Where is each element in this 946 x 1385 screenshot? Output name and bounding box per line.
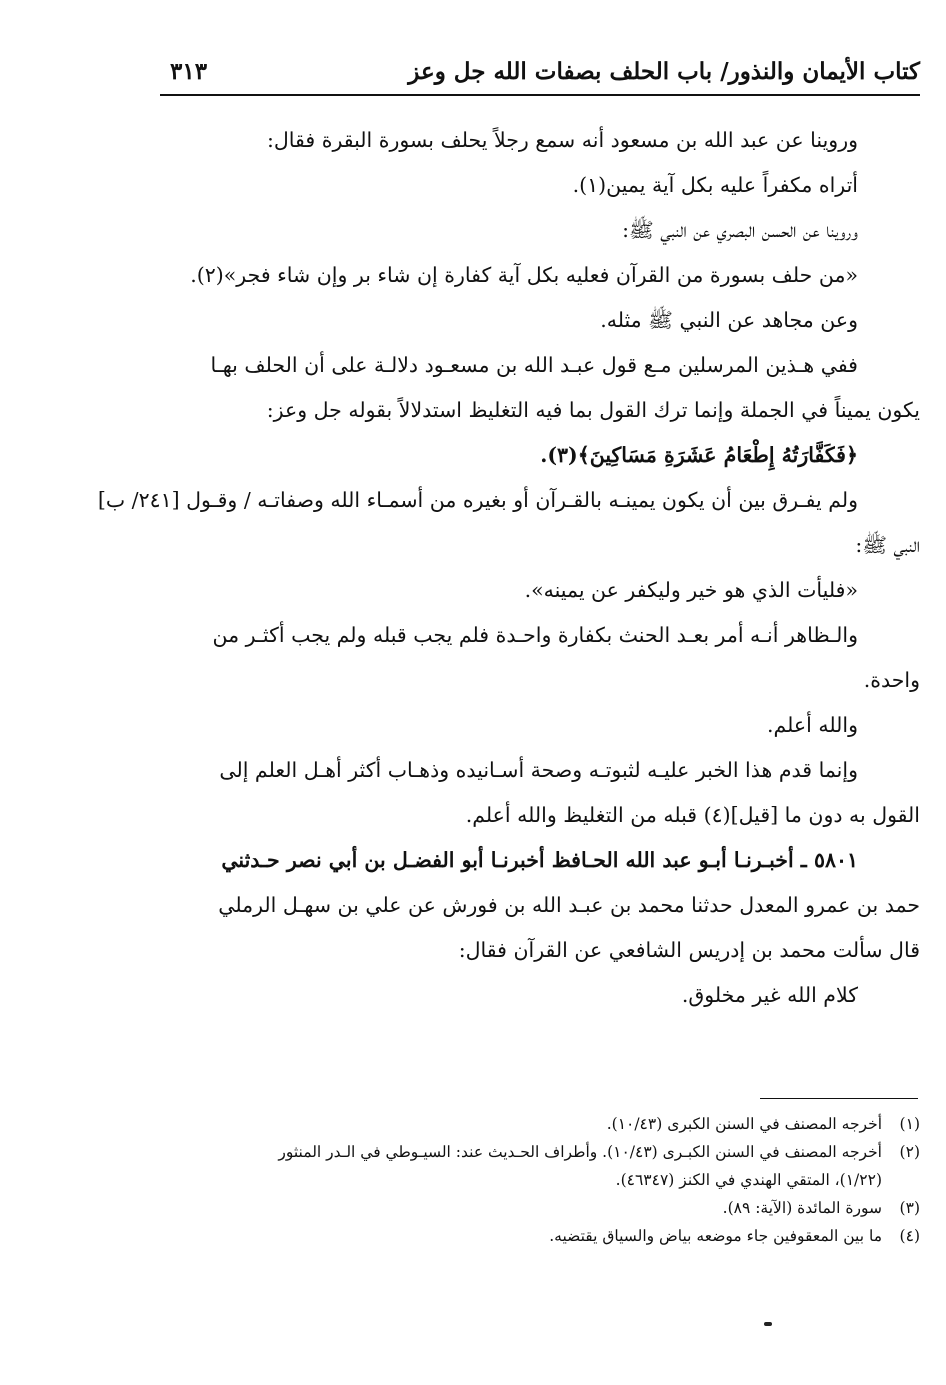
- text-line: النبي ﷺ:: [855, 533, 920, 557]
- text-line: وروينا عن عبد الله بن مسعود أنه سمع رجلاً يحلف بسورة البقرة فقال:: [266, 128, 858, 152]
- footnotes: [150, 1110, 920, 1250]
- text-line: ففي هـذين المرسلين مـع قول عبـد الله بن مسعـود دلالـة على أن الحلف بهـا: [210, 353, 858, 377]
- text-line: وإنما قدم هذا الخبر عليـه لثبوتـه وصحة أسـانيده وذهـاب أكثر أهـل العلم إلى: [219, 758, 858, 782]
- footnote-text: سورة المائدة (الآية: ٨٩).: [722, 1199, 882, 1217]
- text-line: وروينا عن الحسن البصري عن النبي ﷺ:: [622, 218, 858, 242]
- footnote-number: (٢): [899, 1143, 920, 1161]
- quran-verse: ﴿فَكَفَّارَتُهُ إِطْعَامُ عَشَرَةِ مَسَاكِينَ﴾(٣).: [540, 443, 858, 467]
- text-line: «فليأت الذي هو خير وليكفر عن يمينه».: [524, 578, 858, 602]
- text-line: والله أعلم.: [766, 713, 858, 737]
- text-line: يكون يميناً في الجملة وإنما ترك القول بما فيه التغليظ استدلالاً بقوله جل وعز:: [266, 398, 920, 422]
- footnote: [150, 1194, 920, 1222]
- text-line: القول به دون ما [قيل](٤) قبله من التغليظ والله أعلم.: [465, 803, 920, 827]
- footnote: [150, 1222, 920, 1250]
- text-line: وعن مجاهد عن النبي ﷺ مثله.: [600, 308, 858, 332]
- text-line: قال سألت محمد بن إدريس الشافعي عن القرآن فقال:: [458, 938, 920, 962]
- text-line: حمد بن عمرو المعدل حدثنا محمد بن عبـد الله بن فورش عن علي بن سهـل الرملي: [218, 893, 920, 917]
- text-line: «من حلف بسورة من القرآن فعليه بكل آية كفارة إن شاء بر وإن شاء فجر»(٢).: [190, 263, 858, 287]
- footnote-text: ما بين المعقوفين جاء موضعه بياض والسياق يقتضيه.: [549, 1227, 882, 1245]
- footnote-number: (١): [899, 1115, 920, 1133]
- text-line: كلام الله غير مخلوق.: [681, 983, 858, 1007]
- footnote-separator: [760, 1098, 918, 1099]
- ink-mark: [764, 1322, 772, 1326]
- footnote: [150, 1110, 920, 1138]
- footnote: [150, 1138, 920, 1166]
- text-line: والـظاهر أنـه أمر بعـد الحنث بكفارة واحـدة فلم يجب قبله ولم يجب أكثـر من: [212, 623, 858, 647]
- main-text: [97, 118, 920, 1018]
- running-title: كتاب الأيمان والنذور/ باب الحلف بصفات الله جل وعز: [408, 58, 920, 85]
- footnote-number: (٤): [899, 1227, 920, 1245]
- footnote-text: أخرجه المصنف في السنن الكبرى (١٠/٤٣).: [606, 1115, 882, 1133]
- hadith-number-line: ٥٨٠١ ـ أخبـرنـا أبـو عبد الله الحـافظ أخبرنـا أبو الفضـل بن أبي نصر حـدثني: [221, 848, 858, 872]
- page-header: [160, 50, 920, 96]
- footnote-text: أخرجه المصنف في السنن الكبـرى (١٠/٤٣). وأطراف الحـديث عند: السيـوطي في الـدر المنثور: [278, 1143, 882, 1161]
- footnote-number: (٣): [899, 1199, 920, 1217]
- footnote-continuation: [150, 1166, 920, 1194]
- text-line: واحدة.: [863, 668, 920, 692]
- footnote-text: (١/٢٢)، المتقي الهندي في الكنز (٤٦٣٤٧).: [615, 1171, 882, 1189]
- text-line: أتراه مكفراً عليه بكل آية يمين(١).: [572, 173, 858, 197]
- page-number: ٣١٣: [170, 58, 208, 85]
- text-line: ولم يفـرق بين أن يكون يمينـه بالقـرآن أو بغيره من أسمـاء الله وصفاتـه / وقـول [٢٤١/ ب]: [97, 488, 858, 512]
